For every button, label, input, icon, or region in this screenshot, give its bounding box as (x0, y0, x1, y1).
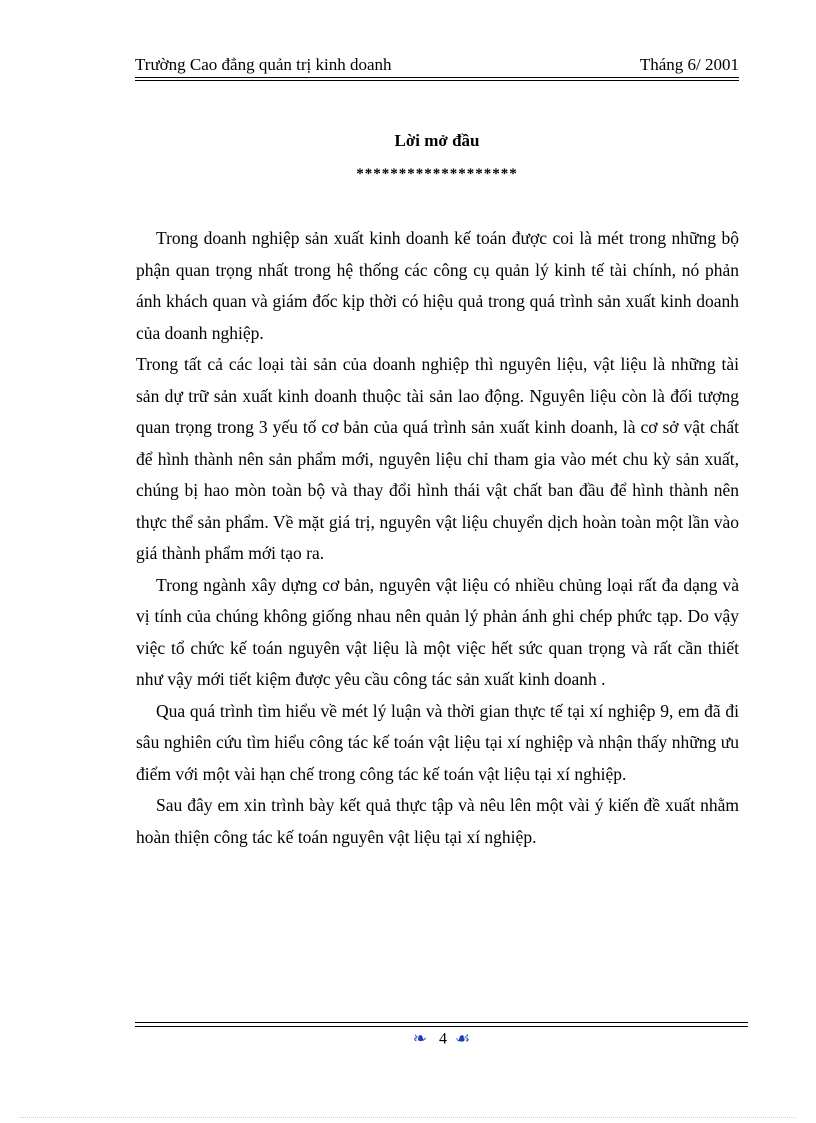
ornament-left-icon: ❧ (412, 1029, 427, 1049)
paragraph: Trong tất cả các loại tài sản của doanh nghiệp thì nguyên liệu, vật liệu là những tài sản dự trữ sản xuất kinh doanh thuộc tài sản lao động. Nguyên liệu còn là đối tượng quan trọng trong 3 yếu tố cơ bản của quá trình sản xuất kinh doanh, là cơ sở vật chất để hình thành nên sản phẩm mới, nguyên liệu chỉ tham gia vào mét chu kỳ sản xuất, chúng bị hao mòn toàn bộ và thay đổi hình thái vật chất ban đầu để hình thành nên thực thể sản phẩm. Về mặt giá trị, nguyên vật liệu chuyển dịch hoàn toàn một lần vào giá thành phẩm mới tạo ra. (136, 354, 739, 563)
paragraph: Qua quá trình tìm hiểu về mét lý luận và thời gian thực tế tại xí nghiệp 9, em đã đi sâu nghiên cứu tìm hiểu công tác kế toán vật liệu tại xí nghiệp và nhận thấy những ưu điểm với một vài hạn chế trong công tác kế toán vật liệu tại xí nghiệp. (136, 700, 739, 784)
paragraph: Sau đây em xin trình bày kết quả thực tập và nêu lên một vài ý kiến đề xuất nhằm hoàn thiện công tác kế toán nguyên vật liệu tại xí nghiệp. (136, 795, 739, 847)
title-divider-stars: ******************* (356, 166, 518, 182)
paragraph: Trong ngành xây dựng cơ bản, nguyên vật liệu có nhiều chủng loại rất đa dạng và vị tính của chúng không giống nhau nên quản lý phản ánh ghi chép phức tạp. Do vậy việc tổ chức kế toán nguyên vật liệu là một việc hết sức quan trọng và rất cần thiết như vậy mới tiết kiệm được yêu cầu công tác sản xuất kinh doanh . (136, 574, 739, 689)
page-bottom-edge (20, 1117, 796, 1118)
footer-rule-bottom (135, 1026, 748, 1027)
page-footer (135, 1029, 748, 1049)
document-body (136, 223, 739, 853)
page-title: Lời mở đầu (394, 131, 480, 150)
page-number: 4 (439, 1030, 447, 1048)
header-date: Tháng 6/ 2001 (639, 55, 739, 74)
header-rule-bottom (135, 80, 739, 81)
header-school-name: Trường Cao đẳng quản trị kinh doanh (135, 55, 392, 74)
page-header (135, 54, 739, 76)
paragraph: Trong doanh nghiệp sản xuất kinh doanh kế toán được coi là mét trong những bộ phận quan trọng nhất trong hệ thống các công cụ quản lý kinh tế tài chính, nó phản ánh khách quan và giám đốc kịp thời có hiệu quả trong quá trình sản xuất kinh doanh của doanh nghiệp. (136, 228, 739, 343)
footer-rule-top (135, 1022, 748, 1023)
ornament-right-icon: ☙ (455, 1029, 471, 1049)
header-rule-top (135, 77, 739, 78)
